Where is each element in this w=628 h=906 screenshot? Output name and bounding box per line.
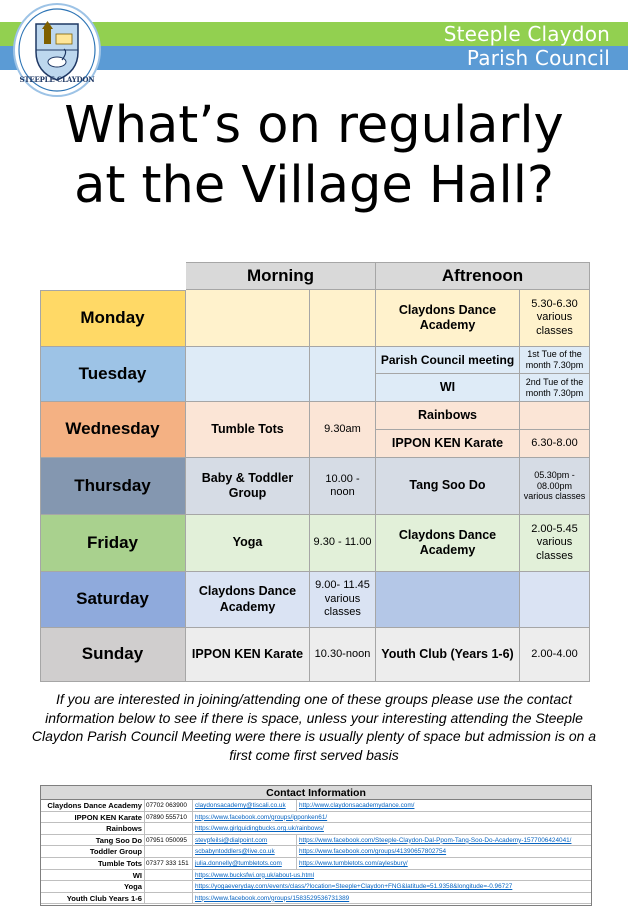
- contact-row: [41, 800, 591, 812]
- day-sunday: Sunday: [40, 628, 186, 682]
- saturday-pm-activity: [376, 572, 520, 628]
- saturday-am-time: 9.00- 11.45 various classes: [310, 572, 376, 628]
- contact-link[interactable]: https://www.girlguidingbucks.org.uk/rainbows/: [195, 825, 324, 833]
- tuesday-pm-time-1: 1st Tue of the month 7.30pm: [520, 347, 590, 374]
- contact-name: IPPON KEN Karate: [41, 812, 145, 823]
- wednesday-pm-time-1: [520, 402, 590, 430]
- contact-url-link[interactable]: https://www.facebook.com/groups/41390657802754: [299, 848, 447, 856]
- thursday-am-time: 10.00 - noon: [310, 458, 376, 515]
- contact-phone: [145, 881, 193, 892]
- crest-text: STEEPLE CLAYDON: [19, 75, 95, 84]
- contact-link[interactable]: https://www.facebook.com/groups/ipponken61/: [195, 813, 328, 821]
- tuesday-am-time: [310, 347, 376, 402]
- day-tuesday: Tuesday: [40, 347, 186, 402]
- contact-row: [41, 881, 591, 893]
- contact-row: [41, 835, 591, 847]
- contact-name: Claydons Dance Academy: [41, 800, 145, 811]
- contact-phone: [145, 846, 193, 857]
- contact-phone: 07377 333 151: [145, 858, 193, 869]
- contact-url-link[interactable]: http://www.claydonsacademydance.com/: [299, 802, 415, 809]
- wednesday-pm-activity-1: Rainbows: [376, 402, 520, 430]
- monday-am-activity: [186, 290, 310, 347]
- contact-link[interactable]: https://www.bucksfwi.org.uk/about-us.html: [195, 871, 314, 879]
- friday-pm-activity: Claydons Dance Academy: [376, 515, 520, 572]
- contact-table-title: Contact Information: [41, 786, 591, 800]
- contact-phone: [145, 870, 193, 881]
- contact-phone: 07951 050095: [145, 835, 193, 846]
- friday-am-time: 9.30 - 11.00: [310, 515, 376, 572]
- page-title: [0, 96, 628, 216]
- saturday-pm-time: [520, 572, 590, 628]
- wednesday-am-time: 9.30am: [310, 402, 376, 458]
- monday-am-time: [310, 290, 376, 347]
- contact-email-link[interactable]: scbabyntoddlers@live.co.uk: [193, 846, 297, 857]
- day-friday: Friday: [40, 515, 186, 572]
- sunday-pm-time: 2.00-4.00: [520, 628, 590, 682]
- friday-am-activity: Yoga: [186, 515, 310, 572]
- contact-name: Toddler Group: [41, 846, 145, 857]
- day-wednesday: Wednesday: [40, 402, 186, 458]
- contact-email-link[interactable]: julia.donnelly@tumbletots.com: [193, 858, 297, 869]
- morning-header: Morning: [186, 262, 376, 290]
- contact-name: WI: [41, 870, 145, 881]
- wednesday-pm-time-2: 6.30-8.00: [520, 430, 590, 458]
- sunday-am-activity: IPPON KEN Karate: [186, 628, 310, 682]
- contact-row: [41, 870, 591, 882]
- contact-name: Tang Soo Do: [41, 835, 145, 846]
- contact-link[interactable]: https://www.facebook.com/groups/1583529536731389: [195, 894, 350, 902]
- tuesday-pm-time-2: 2nd Tue of the month 7.30pm: [520, 374, 590, 402]
- sunday-pm-activity: Youth Club (Years 1-6): [376, 628, 520, 682]
- contact-row: [41, 812, 591, 824]
- friday-pm-time: 2.00-5.45 various classes: [520, 515, 590, 572]
- monday-pm-time: 5.30-6.30 various classes: [520, 290, 590, 347]
- tuesday-pm-activity-1: Parish Council meeting: [376, 347, 520, 374]
- tuesday-am-activity: [186, 347, 310, 402]
- tuesday-pm-activity-2: WI: [376, 374, 520, 402]
- day-monday: Monday: [40, 290, 186, 347]
- contact-name: Yoga: [41, 881, 145, 892]
- contact-url-link[interactable]: https://www.tumbletots.com/aylesbury/: [299, 859, 408, 867]
- timetable-left-border: [40, 290, 41, 682]
- contact-row: [41, 858, 591, 870]
- monday-pm-activity: Claydons Dance Academy: [376, 290, 520, 347]
- day-saturday: Saturday: [40, 572, 186, 628]
- contact-url-link[interactable]: https://www.facebook.com/Steeple-Claydon-Dal-Ppom-Tang-Soo-Do-Academy-1577006424041/: [299, 836, 572, 844]
- contact-row: [41, 823, 591, 835]
- contact-phone: 07890 555710: [145, 812, 193, 823]
- contact-row: [41, 846, 591, 858]
- contact-phone: 07702 063900: [145, 800, 193, 811]
- contact-phone: [145, 893, 193, 904]
- timetable: [40, 262, 590, 682]
- header-title-line1: Steeple Claydon: [443, 22, 610, 46]
- contact-name: Tumble Tots: [41, 858, 145, 869]
- wednesday-am-activity: Tumble Tots: [186, 402, 310, 458]
- contact-name: Youth Club Years 1-6: [41, 893, 145, 904]
- contact-email-link[interactable]: stevpfeilsi@dialpoint.com: [193, 835, 297, 846]
- saturday-am-activity: Claydons Dance Academy: [186, 572, 310, 628]
- contact-row: [41, 893, 591, 905]
- contact-email-link[interactable]: claydonsacademy@tiscali.co.uk: [193, 800, 297, 811]
- afternoon-header: Aftrenoon: [376, 262, 590, 290]
- contact-phone: [145, 823, 193, 834]
- sunday-am-time: 10.30-noon: [310, 628, 376, 682]
- title-line1: What’s on regularly: [64, 96, 564, 155]
- thursday-pm-activity: Tang Soo Do: [376, 458, 520, 515]
- contact-link[interactable]: https://yogaeveryday.com/events/class/?location=Steeple+Claydon+FNG&latitude=51.9358&longitude=-0.96727: [195, 883, 513, 891]
- contact-name: Rainbows: [41, 823, 145, 834]
- header-title-line2: Parish Council: [466, 46, 610, 70]
- info-note: If you are interested in joining/attending one of these groups please use the contact information below to see if there is space, unless your interesting attending the Steeple Claydon Parish Council Meeting were there is usually plenty of space but admission is on a first come first served basis: [31, 691, 597, 763]
- thursday-am-activity: Baby & Toddler Group: [186, 458, 310, 515]
- thursday-pm-time: 05.30pm - 08.00pm various classes: [520, 458, 590, 515]
- day-thursday: Thursday: [40, 458, 186, 515]
- title-line2: at the Village Hall?: [74, 156, 554, 215]
- wednesday-pm-activity-2: IPPON KEN Karate: [376, 430, 520, 458]
- contact-table: [40, 785, 592, 906]
